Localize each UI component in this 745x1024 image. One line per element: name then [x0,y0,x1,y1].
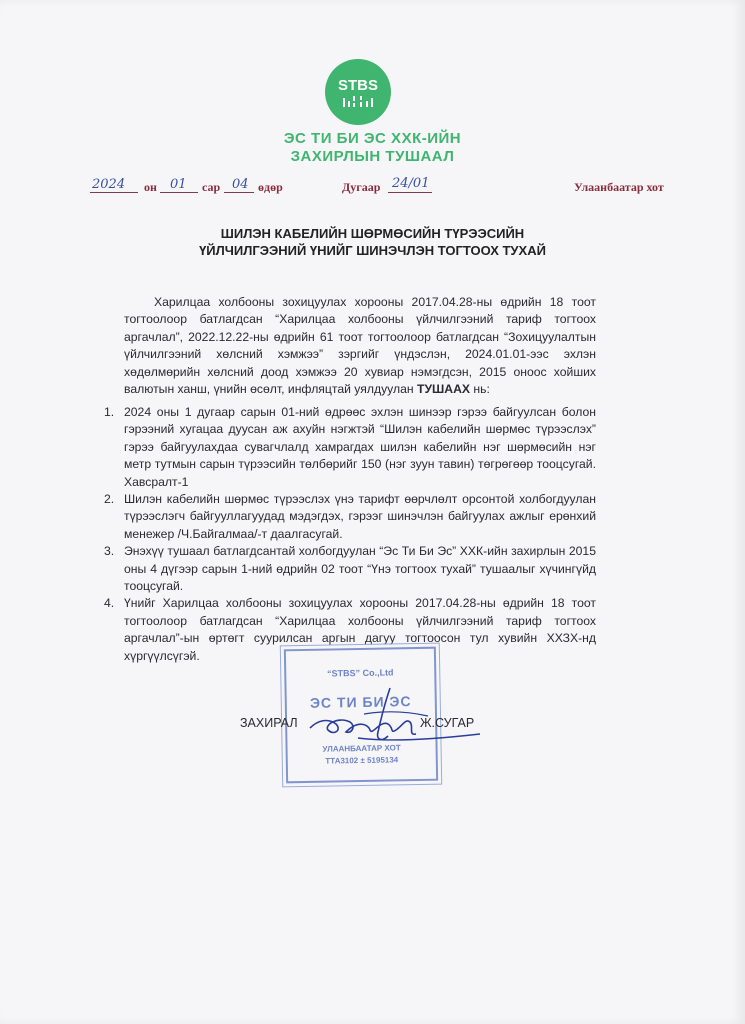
year-handwritten: 2024 [92,177,126,192]
list-item-number: 3. [104,544,115,559]
year-label: он [144,180,157,194]
month-underline [160,192,198,193]
signature-title: ЗАХИРАЛ [240,716,298,730]
list-item-text: Үнийг Харилцаа холбооны зохицуулах хорооны 2017.04.28-ны өдрийн 18 тоот тогтоолоор батлагдсан “Харилцаа холбооны үйлчилгээний тариф тогтоох аргачлал”-ын өртөгт суурилсан аргын дагуу тогтоосон тул хувийн ХХЗХ-нд хүргүүлсүгэй. [124,596,596,663]
list-item-number: 4. [104,596,115,611]
handwritten-signature-icon [298,680,488,750]
number-label: Дугаар [342,180,381,194]
stamp-top-text: “STBS” Co.,Ltd [326,667,394,679]
year-underline [90,192,138,193]
list-item-text: Энэхүү тушаал батлагдсантай холбогдуулан “Эс Ти Би Эс” ХХК-ийн захирлын 2015 оны 4 дүгээр сарын 1-ний өдрийн 02 тоот “Үнэ тогтоох тухай” тушаалыг хүчингүйд тооцсугай. [124,544,596,594]
stbs-logo-icon [324,58,392,126]
intro-end: нь: [470,382,490,397]
intro-text: Харилцаа холбооны зохицуулах хорооны 2017.04.28-ны өдрийн 18 тоот тогтоолоор батлагдсан “Харилцаа холбооны үйлчилгээний тариф тогтоох аргачлал”, 2022.12.22-ны өдрийн 61 тоот тогтоолоор батлагдсан “Зохицуулалтын үйлчилгээний хөлсний хэмжээ” зэргийг үндэслэн, 2024.01.01-ээс эхлэн хөдөлмөрийн хөлсний доод хэмжээ 20 хувиар нэмэгдсэн, 2015 оноос хойших валютын ханш, үнийн өсөлт, инфляцтай уялдуулан [124,295,596,397]
intro-paragraph [124,294,596,398]
list-item [104,404,596,491]
day-underline [224,192,254,193]
stamp-middle-text: ЭС ТИ БИ ЭС [309,693,412,711]
order-items-list [104,404,596,665]
document-title-line1: ШИЛЭН КАБЕЛИЙН ШӨРМӨСИЙН ТҮРЭЭСИЙН [220,226,525,241]
list-item-number: 1. [104,405,115,419]
list-item-text: 2024 оны 1 дугаар сарын 01-ний өдрөөс эхлэн шинээр гэрээ байгуулсан болон гэрээний хугацаа дуусан аж ахуйн нэгжтэй “Шилэн кабелийн шөрмөс түрээслэх” гэрээ байгуулахдаа сувагчлалд хамрагдах шилэн кабелийн нэг шөрмөсийн нэг метр тутмын сарын түрээсийн төлбөрийг 150 (нэг зуун тавин) төгрөгөөр тооцсугай. Хавсралт-1 [124,405,596,489]
list-item-number: 2. [104,492,115,507]
company-name: ЭС ТИ БИ ЭС ХХК-ИЙН [283,130,462,147]
stamp-reg-text: ТТА3102 ± 5195134 [325,755,399,766]
list-item [104,491,596,543]
day-label: өдөр [258,180,283,194]
day-handwritten: 04 [232,177,249,192]
number-underline [388,192,432,193]
month-handwritten: 01 [170,177,187,192]
month-label: сар [202,180,221,194]
number-handwritten: 24/01 [392,176,430,191]
document-title-line2: ҮЙЛЧИЛГЭЭНИЙ ҮНИЙГ ШИНЭЧЛЭН ТОГТООХ ТУХАЙ [199,243,546,258]
intro-bold-word: ТУШААХ [417,382,471,397]
signature-name: Ж.СУГАР [420,716,475,730]
svg-text:STBS: STBS [337,77,379,94]
document-meta-row [0,176,745,198]
list-item [104,543,596,595]
city-label: Улаанбаатар хот [574,180,664,194]
list-item-text: Шилэн кабелийн шөрмөс түрээслэх үнэ тарифт өөрчлөлт орсонтой холбогдуулан түрээслэгч байгууллагуудад мэдэгдэх, гэрээг шинэчлэн байгуулах ажлыг ерөнхий менежер /Ч.Байгалмаа/-т даалгасугай. [124,492,596,541]
stamp-city-text: УЛААНБААТАР ХОТ [322,743,401,754]
document-type: ЗАХИРЛЫН ТУШААЛ [290,148,455,165]
